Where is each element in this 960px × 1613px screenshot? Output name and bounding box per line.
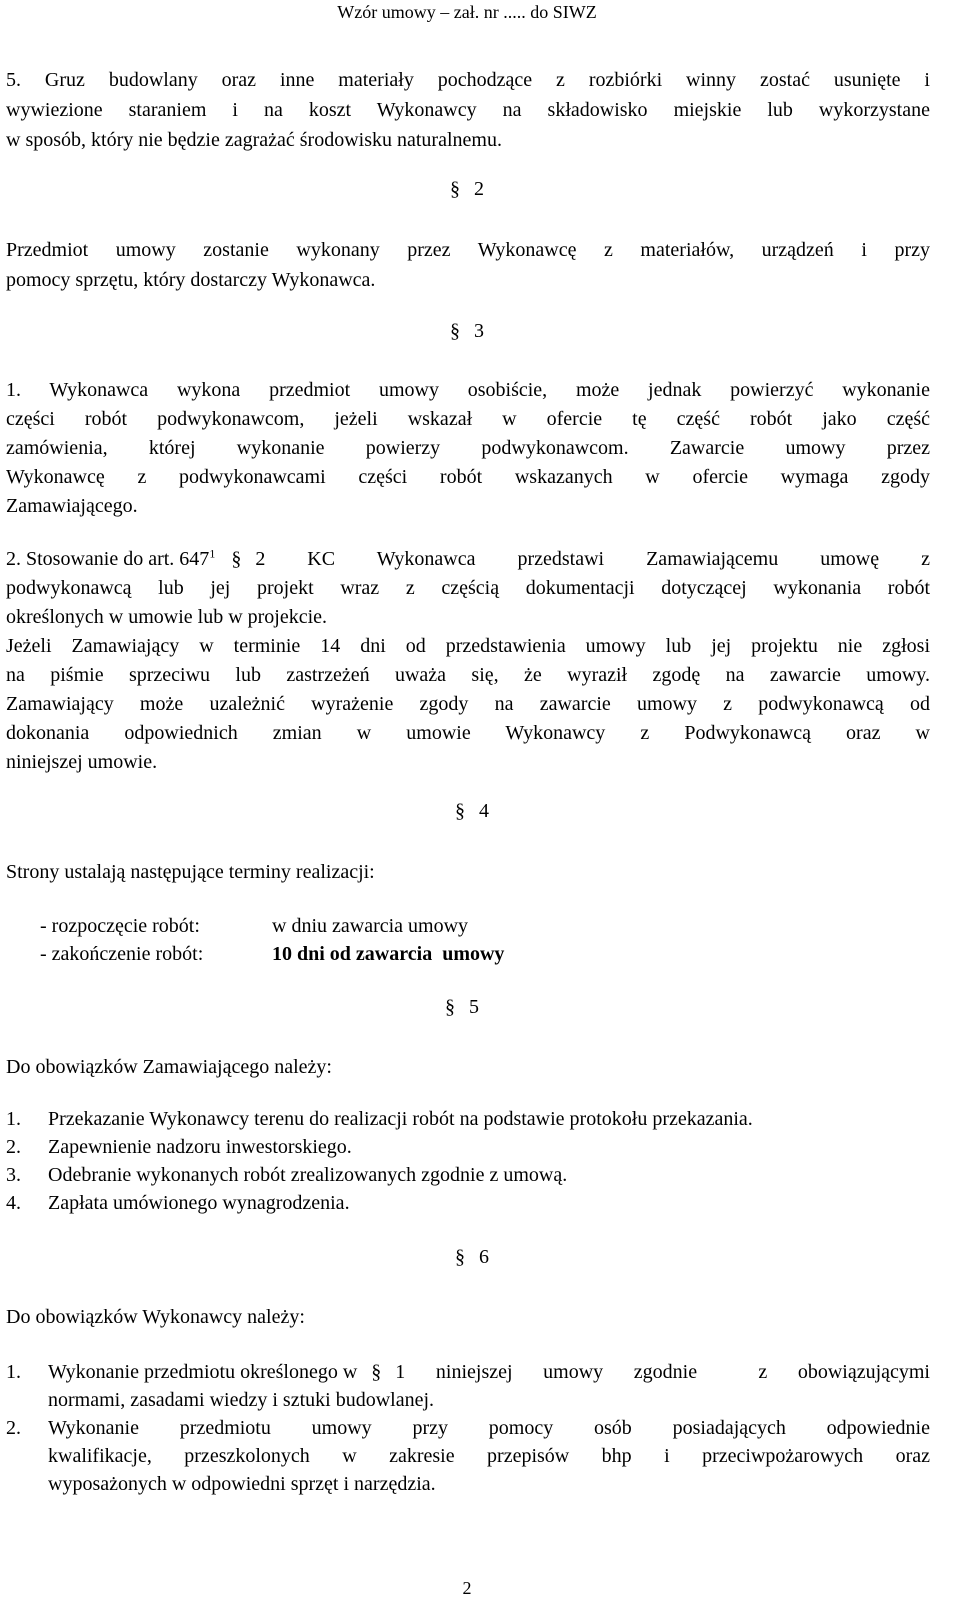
sec3-p1-line-3: zamówienia, której wykonanie powierzy podwykonawcom. Zawarcie umowy przez [6,437,930,459]
section-number: 4 [479,800,489,822]
para5-line-1: 5. Gruz budowlany oraz inne materiały pochodzące z rozbiórki winny zostać usunięte i [6,69,930,91]
sec3-p2-line-5: na piśmie sprzeciwu lub zastrzeżeń uważa się, że wyraził zgodę na zawarcie umowy. [6,664,930,686]
sec3-p2-line-7: dokonania odpowiednich zmian w umowie Wykonawcy z Podwykonawcą oraz w [6,722,930,744]
sec2-line-2: pomocy sprzętu, który dostarczy Wykonawca. [6,269,376,291]
p2-start: 2. Stosowanie do art. $647^1$ [6,546,216,570]
document-header: Wzór umowy – zał. nr ..... do SIWZ [337,2,597,22]
list-item-number: 2. [6,1136,21,1158]
sec3-p1-line-2: części robót podwykonawcom, jeżeli wskazał w ofercie tę część robót jako część [6,408,930,430]
list-item-number: 4. [6,1192,21,1214]
section-sign: § [371,1361,382,1383]
section-2-heading [450,178,484,201]
p2-rest: 2 KC Wykonawca przedstawi Zamawiającemu umowę z [255,548,930,570]
list-item-number: 1. [6,1108,21,1130]
item1-text-a: Wykonanie przedmiotu określonego w [48,1361,358,1383]
section-5-heading [445,996,479,1019]
section-sign: § [450,178,460,200]
section-number: 6 [479,1246,489,1268]
list-item-number: 3. [6,1164,21,1186]
page-number: 2 [462,1578,472,1598]
sec3-p2-line-2: podwykonawcą lub jej projekt wraz z częścią dokumentacji dotyczącej wykonania robót [6,577,930,599]
end-label: - zakończenie robót: [40,943,204,965]
list-item-number: 2. [6,1417,21,1439]
sec4-intro: Strony ustalają następujące terminy realizacji: [6,861,375,883]
list-item: Zapewnienie nadzoru inwestorskiego. [48,1136,352,1158]
sec3-p1-line-5: Zamawiającego. [6,495,138,517]
sec5-intro: Do obowiązków Zamawiającego należy: [6,1056,332,1078]
sec3-p1-line-1: 1. Wykonawca wykona przedmiot umowy osobiście, może jednak powierzyć wykonanie [6,379,930,401]
section-6-heading [455,1246,489,1269]
sec6-intro: Do obowiązków Wykonawcy należy: [6,1306,305,1328]
item1-text-b: 1 niniejszej umowy zgodnie z obowiązującymi [395,1361,930,1383]
list-item: Odebranie wykonanych robót zrealizowanych zgodnie z umową. [48,1164,568,1186]
list-item-number: 1. [6,1361,21,1383]
section-sign: § [455,1246,465,1268]
end-value: 10 dni od zawarcia umowy [272,943,505,965]
para5-line-3: w sposób, który nie będzie zagrażać środowisku naturalnemu. [6,129,502,151]
sec3-p2-line-8: niniejszej umowie. [6,751,158,773]
list-item: Przekazanie Wykonawcy terenu do realizacji robót na podstawie protokołu przekazania. [48,1108,753,1130]
start-value: w dniu zawarcia umowy [272,915,469,937]
section-sign: § [231,548,242,570]
para5-line-2: wywiezione staraniem i na koszt Wykonawcy na składowisko miejskie lub wykorzystane [6,99,930,121]
sec3-p2-line-3: określonych w umowie lub w projekcie. [6,606,328,628]
section-3-heading [450,320,484,343]
list-item: Wykonanie przedmiotu umowy przy pomocy osób posiadających odpowiednie [48,1417,930,1439]
sec3-p2-line-1 [6,545,930,573]
list-item-continuation: normami, zasadami wiedzy i sztuki budowlanej. [48,1389,435,1411]
list-item-continuation: wyposażonych w odpowiedni sprzęt i narzędzia. [48,1473,436,1495]
sec2-line-1: Przedmiot umowy zostanie wykonany przez Wykonawcę z materiałów, urządzeń i przy [6,239,930,261]
section-sign: § [445,996,455,1018]
section-number: 3 [474,320,484,342]
section-sign: § [455,800,465,822]
start-label: - rozpoczęcie robót: [40,915,200,937]
list-item: Zapłata umówionego wynagrodzenia. [48,1192,350,1214]
section-number: 2 [474,178,484,200]
sec3-p1-line-4: Wykonawcę z podwykonawcami części robót wskazanych w ofercie wymaga zgody [6,466,930,488]
list-item-continuation: kwalifikacje, przeszkolonych w zakresie przepisów bhp i przeciwpożarowych oraz [48,1445,930,1467]
sec3-p2-line-4: Jeżeli Zamawiający w terminie 14 dni od przedstawienia umowy lub jej projektu nie zgłosi [6,635,930,657]
section-number: 5 [469,996,479,1018]
section-4-heading [455,800,489,823]
list-item [48,1358,930,1386]
sec3-p2-line-6: Zamawiający może uzależnić wyrażenie zgody na zawarcie umowy z podwykonawcą od [6,693,930,715]
section-sign: § [450,320,460,342]
